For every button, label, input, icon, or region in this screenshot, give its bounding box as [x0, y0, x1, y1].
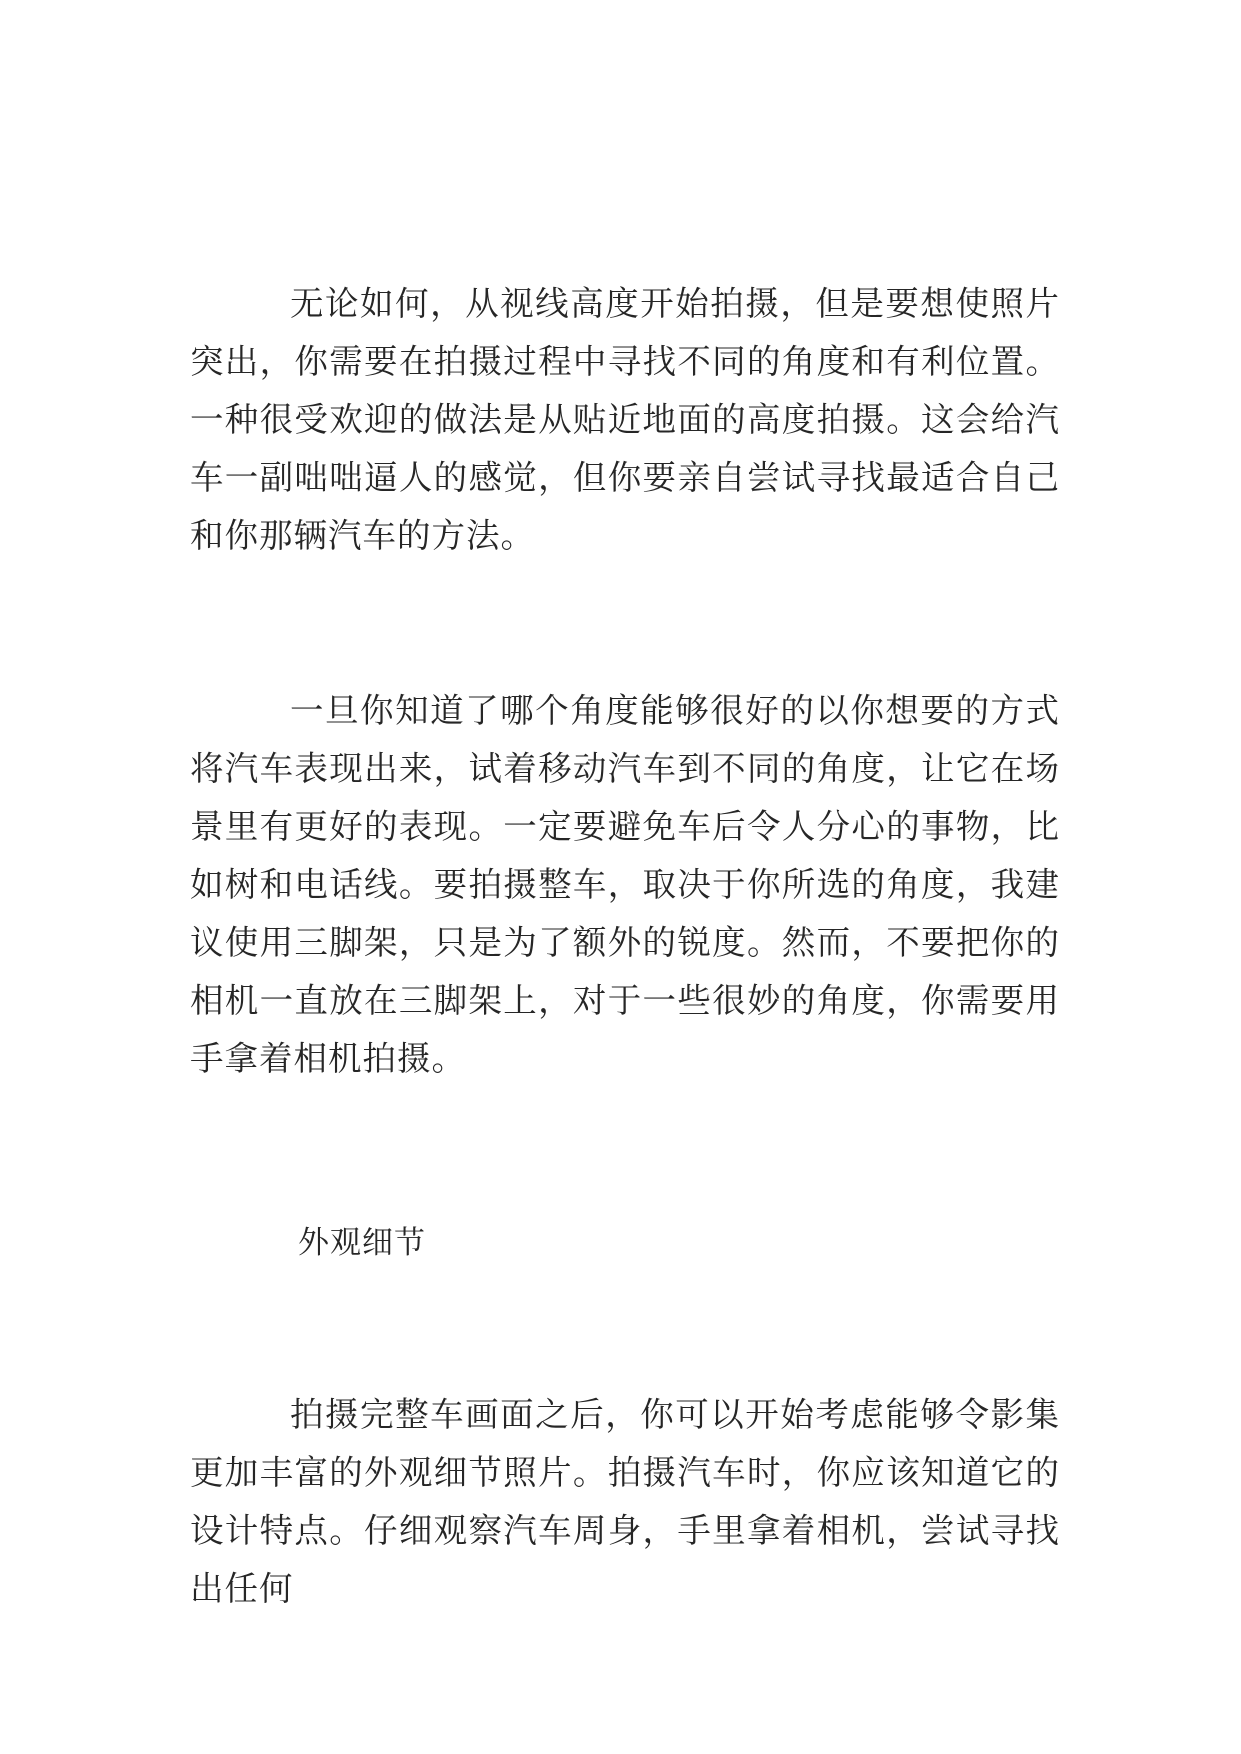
body-paragraph: 拍摄完整车画面之后，你可以开始考虑能够令影集更加丰富的外观细节照片。拍摄汽车时，你应该知道它的设计特点。仔细观察汽车周身，手里拿着相机，尝试寻找出任何	[190, 1395, 1060, 1608]
section-heading: 外观细节	[298, 1225, 426, 1261]
body-paragraph: 一旦你知道了哪个角度能够很好的以你想要的方式将汽车表现出来，试着移动汽车到不同的角度，让它在场景里有更好的表现。一定要避免车后令人分心的事物，比如树和电话线。要拍摄整车，取决于你所选的角度，我建议使用三脚架，只是为了额外的锐度。然而，不要把你的相机一直放在三脚架上，对于一些很妙的角度，你需要用手拿着相机拍摄。	[190, 691, 1060, 1078]
body-paragraph: 无论如何，从视线高度开始拍摄，但是要想使照片突出，你需要在拍摄过程中寻找不同的角度和有利位置。一种很受欢迎的做法是从贴近地面的高度拍摄。这会给汽车一副咄咄逼人的感觉，但你要亲自尝试寻找最适合自己和你那辆汽车的方法。	[190, 284, 1060, 555]
